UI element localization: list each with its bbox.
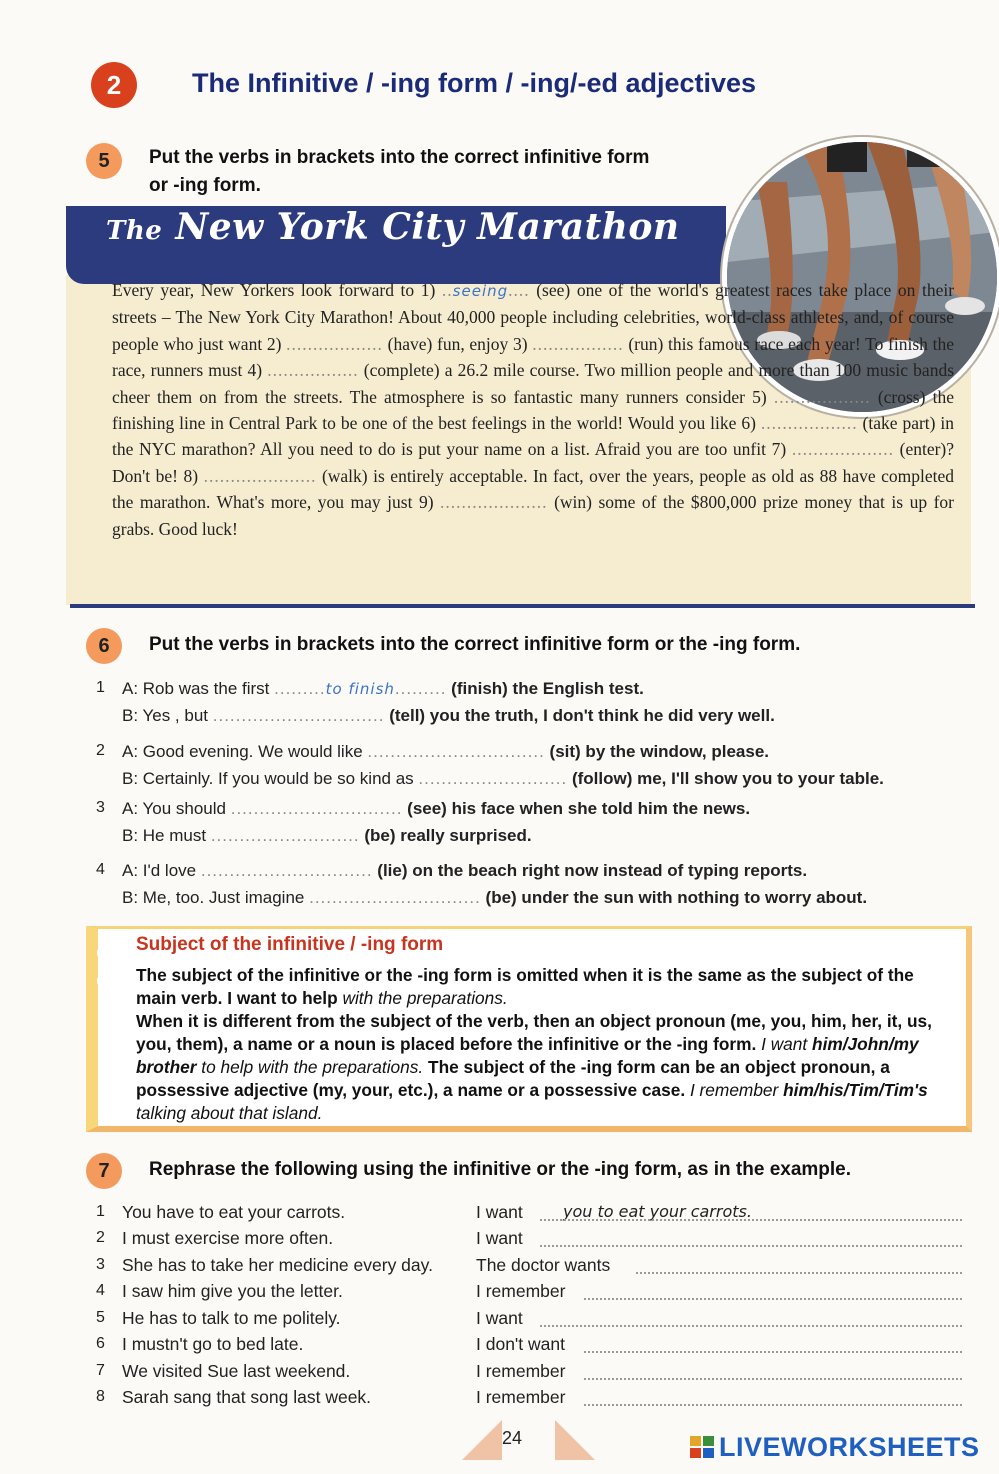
ex7-item-7-gap[interactable] [584, 1376, 962, 1380]
ex6-item-3-b-text: B: He must [122, 826, 207, 845]
page-corner-right-shape [555, 1420, 595, 1460]
unit-number: 2 [106, 69, 122, 100]
gap-7-dots[interactable]: ................... [791, 439, 894, 460]
ex6-item-4-a-after: (lie) on the beach right now instead of typing reports. [377, 861, 808, 880]
ex6-item-2-b-after: (follow) me, I'll show you to your table. [571, 769, 884, 788]
page-corner-left-shape [462, 1420, 502, 1460]
rule-example-3a: I remember [689, 1080, 779, 1100]
rule-title: Subject of the infinitive / -ing form [136, 934, 444, 955]
ex7-item-number: 8 [96, 1388, 105, 1405]
ex7-item-number: 5 [96, 1309, 105, 1326]
ex7-item-8-gap[interactable] [584, 1402, 962, 1406]
ex6-item-2-a-gap[interactable]: ............................... [367, 742, 545, 761]
exercise-7-number: 7 [98, 1159, 110, 1182]
ex7-item-3-sentence: She has to take her medicine every day. [122, 1255, 433, 1275]
article-segment-3: (have) fun, enjoy [387, 333, 509, 354]
ex6-item-1-a-gap[interactable]: .........to finish......... [274, 679, 447, 698]
ex7-item-6-starter: I don't want [476, 1334, 565, 1354]
ex7-item-6-gap[interactable] [584, 1349, 962, 1353]
ex6-item-1-b-text: B: Yes , but [122, 706, 209, 725]
ex7-item-3-gap[interactable] [636, 1270, 962, 1274]
ex6-item-1-b [122, 705, 775, 727]
ex7-item-number: 2 [96, 1229, 105, 1246]
liveworksheets-grid-icon [690, 1434, 716, 1456]
ex6-item-2-b [122, 768, 884, 790]
ex7-item-5-sentence: He has to talk to me politely. [122, 1308, 341, 1328]
ex6-item-4-b-after: (be) under the sun with nothing to worry about. [485, 888, 868, 907]
article-bottom-rule [70, 604, 975, 608]
exercise-5-instruction-line2: or -ing form. [149, 175, 261, 196]
exercise-7-instruction: Rephrase the following using the infinitive or the -ing form, as in the example. [149, 1159, 852, 1180]
gap-9-dots[interactable]: .................... [440, 492, 548, 513]
gap-8-dots[interactable]: ..................... [203, 465, 317, 486]
rule-bullet-icon [97, 946, 111, 960]
exercise-5-instruction-line1: Put the verbs in brackets into the correct infinitive form [149, 147, 650, 168]
article-title-main: New York City Marathon [175, 206, 680, 248]
gap-3-dots[interactable]: ................. [532, 333, 624, 354]
ex7-item-1-answer[interactable]: you to eat your carrots. [563, 1202, 752, 1221]
ex6-item-3-b-after: (be) really surprised. [364, 826, 532, 845]
ex6-item-2-a-after: (sit) by the window, please. [549, 742, 770, 761]
ex7-item-2-starter: I want [476, 1228, 523, 1248]
page-corner-left-icon [462, 1420, 502, 1465]
article-segment-12: (win) some of the $800,000 prize money that is up for grabs. Good luck! [112, 492, 955, 539]
article-segment-11: (walk) is entirely acceptable. In fact, over the years, people as old as 88 have completed the marathon. What's more, you may just 9) [112, 465, 954, 513]
gap-1-answer[interactable]: seeing [452, 282, 509, 300]
ex7-item-5-starter: I want [476, 1308, 523, 1328]
ex7-item-8-starter: I remember [476, 1387, 566, 1407]
ex6-item-4-a [122, 860, 807, 882]
unit-title: The Infinitive / -ing form / -ing/-ed adjectives [192, 68, 757, 98]
ex6-item-4-b-text: B: Me, too. Just imagine [122, 888, 305, 907]
ex7-item-4-starter: I remember [476, 1281, 566, 1301]
exercise-6-instruction: Put the verbs in brackets into the correct infinitive form or the -ing form. [149, 634, 801, 655]
ex7-item-5-gap[interactable] [540, 1323, 962, 1327]
ex6-item-2-a-text: A: Good evening. We would like [122, 742, 363, 761]
ex6-item-3-a-text: A: You should [122, 799, 226, 818]
ex6-item-number: 3 [96, 799, 105, 816]
ex6-item-3-b-gap[interactable]: .......................... [210, 826, 360, 845]
ex7-item-8-sentence: Sarah sang that song last week. [122, 1387, 372, 1407]
ex6-item-1-a-answer[interactable]: to finish [325, 680, 395, 698]
rule-text [136, 964, 942, 1125]
page-corner-right-icon [555, 1420, 595, 1465]
exercise-6-badge [86, 628, 122, 664]
rule-example-2a: I want [761, 1034, 808, 1054]
ex6-item-2-b-text: B: Certainly. If you would be so kind as [122, 769, 414, 788]
article-segment-2: (see) one of the world's greatest races take place on their streets – The New York City Marathon! About 40,000 people including celebrities, world-class athletes, and, of course people who just want 2) [112, 280, 955, 354]
ex7-item-number: 3 [96, 1256, 105, 1273]
page-number: 24 [502, 1428, 523, 1448]
ex7-item-7-starter: I remember [476, 1361, 566, 1381]
exercise-5-badge [86, 143, 122, 179]
article-title [106, 206, 680, 248]
ex6-item-1-a [122, 678, 644, 700]
rule-example-3c: talking about that island. [136, 1103, 323, 1123]
article-segment-8: (cross) the finishing line in Central Park to be one of the best feelings in the world! Would you like 6) [112, 386, 954, 434]
ex6-item-number: 2 [96, 742, 105, 759]
article-segment-1: Every year, New Yorkers look forward to 1) [112, 280, 436, 300]
ex6-item-4-b [122, 887, 867, 909]
ex7-item-number: 4 [96, 1282, 105, 1299]
rule-example-3b: him/his/Tim/Tim's [783, 1080, 928, 1100]
ex6-item-4-a-gap[interactable]: .............................. [200, 861, 373, 880]
rule-bullet-icon [97, 974, 111, 988]
article-segment-9: (take part) in the NYC marathon? All you need to do is put your name on a list. Afraid you are too unfit 7) [112, 413, 955, 460]
rule-text-3: The subject of the -ing form can be an object pronoun, a possessive adjective (my, your, etc.), a name or a possessive case. [136, 1057, 890, 1100]
article-segment-5: (run) this famous race each year! To finish the race, runners must [112, 333, 955, 381]
ex6-item-2-b-gap[interactable]: .......................... [418, 769, 568, 788]
ex6-item-1-b-after: (tell) you the truth, I don't think he did very well. [389, 706, 775, 725]
ex6-item-2-a [122, 741, 769, 763]
ex7-item-number: 6 [96, 1335, 105, 1352]
exercise-6-number: 6 [98, 634, 110, 657]
gap-2-dots[interactable]: .................. [286, 333, 383, 354]
ex6-item-3-b [122, 825, 532, 847]
gap-6-dots[interactable]: .................. [760, 413, 858, 434]
ex6-item-1-b-gap[interactable]: .............................. [212, 706, 385, 725]
liveworksheets-logo [690, 1432, 980, 1463]
ex6-item-1-a-after: (finish) the English test. [451, 679, 644, 698]
ex6-item-3-a-after: (see) his face when she told him the news. [407, 799, 751, 818]
article-segment-10: (enter)? Don't be! 8) [112, 439, 955, 486]
gap-1-dots[interactable]: ..seeing.... [441, 280, 530, 300]
ex6-item-number: 1 [96, 679, 105, 696]
ex6-item-4-b-gap[interactable]: .............................. [309, 888, 481, 907]
exercise-5-instruction [149, 144, 649, 200]
ex7-item-6-sentence: I mustn't go to bed late. [122, 1334, 304, 1354]
article-segment-7: (complete) a 26.2 mile course. Two million people and more than 100 music bands cheer them on from the streets. The atmosphere is so fantastic many runners consider 5) [112, 360, 955, 407]
ex7-item-3-starter: The doctor wants [476, 1255, 611, 1275]
ex7-item-number: 7 [96, 1362, 105, 1379]
ex7-item-number: 1 [96, 1203, 105, 1220]
ex7-item-4-gap[interactable] [584, 1296, 962, 1300]
rule-text-2: When it is different from the subject of the verb, then an object pronoun (me, you, him, her, it, us, you, them), a name or a noun is placed before the infinitive or the -ing form. [136, 1011, 932, 1054]
ex7-item-1-starter: I want [476, 1202, 523, 1222]
ex6-item-number: 4 [96, 861, 105, 878]
ex7-item-1-sentence: You have to eat your carrots. [122, 1202, 346, 1222]
ex7-item-2-gap[interactable] [540, 1243, 962, 1247]
article-text [112, 277, 954, 542]
gap-5-dots[interactable]: .................. [773, 386, 871, 407]
article-segment-6: 4) [247, 360, 263, 381]
article-title-the: The [106, 216, 163, 246]
exercise-7-badge [86, 1153, 122, 1189]
rule-text-1: The subject of the infinitive or the -ing form is omitted when it is the same as the subject of the main verb. I want to help [136, 965, 914, 1008]
ex6-item-3-a-gap[interactable]: .............................. [230, 799, 403, 818]
rule-example-2c: to help with the preparations. [201, 1057, 424, 1077]
unit-number-badge [91, 62, 137, 108]
liveworksheets-logo-text: LIVEWORKSHEETS [719, 1432, 980, 1462]
ex7-item-2-sentence: I must exercise more often. [122, 1228, 334, 1248]
ex7-item-1-gap[interactable] [540, 1217, 962, 1221]
ex6-item-3-a [122, 798, 750, 820]
ex7-item-7-sentence: We visited Sue last weekend. [122, 1361, 351, 1381]
exercise-5-number: 5 [98, 149, 110, 172]
ex6-item-4-a-text: A: I'd love [122, 861, 197, 880]
rule-example-1: with the preparations. [342, 988, 508, 1008]
ex7-item-4-sentence: I saw him give you the letter. [122, 1281, 343, 1301]
gap-4-dots[interactable]: ................. [267, 360, 359, 381]
article-segment-4: 3) [513, 333, 528, 354]
ex6-item-1-a-text: A: Rob was the first [122, 679, 270, 698]
rule-example-2b: him/John/my brother [136, 1034, 919, 1077]
